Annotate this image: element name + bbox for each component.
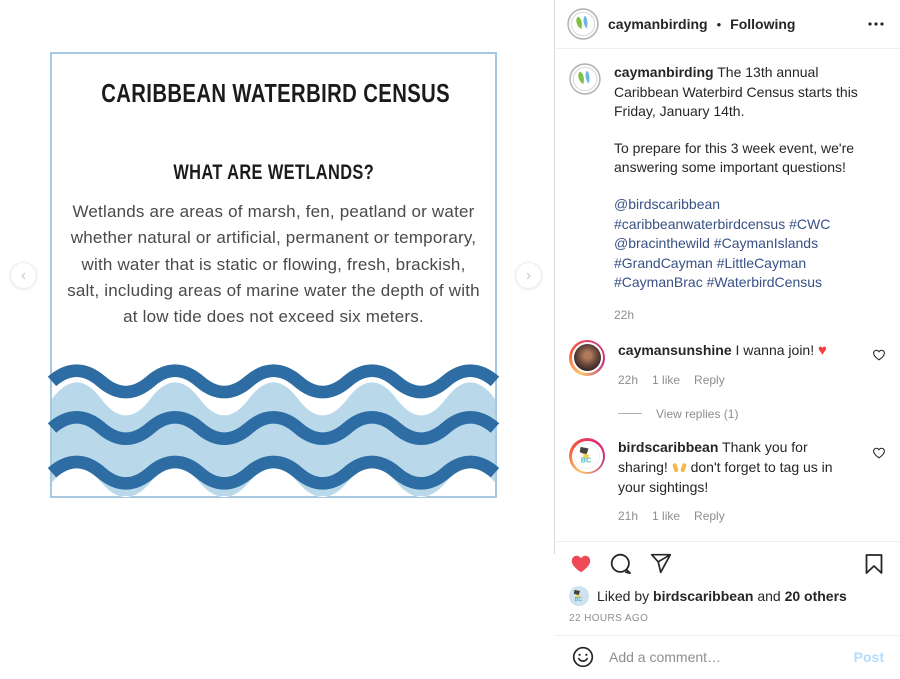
chevron-left-icon: ‹ — [20, 266, 27, 284]
comment-timestamp: 22h — [618, 372, 639, 387]
carousel-previous-button[interactable] — [10, 262, 37, 289]
three-dots-icon — [864, 12, 888, 36]
comments-scroll-area[interactable] — [555, 49, 900, 541]
chevron-right-icon: › — [525, 266, 532, 284]
comment-reply-button[interactable]: Reply — [694, 372, 725, 387]
heart-outline-icon — [872, 446, 886, 460]
caymanbirding-avatar[interactable] — [567, 8, 599, 40]
birdscaribbean-avatar[interactable] — [569, 438, 605, 474]
comment-content — [618, 438, 859, 525]
raised-hands-emoji — [672, 460, 687, 474]
share-button[interactable] — [649, 552, 673, 576]
post-details-pane — [555, 0, 900, 666]
svg-text:BC: BC — [574, 596, 582, 603]
paper-plane-icon — [649, 552, 673, 576]
caption-username[interactable]: caymanbirding — [614, 64, 714, 80]
poster-subtitle: WHAT ARE WETLANDS? — [173, 161, 374, 184]
comment-content — [618, 340, 859, 423]
save-button[interactable] — [862, 552, 886, 576]
liked-by-row — [569, 586, 886, 606]
action-icons-row — [569, 552, 886, 576]
carousel-next-button[interactable] — [515, 262, 542, 289]
red-heart-emoji: ♥ — [818, 341, 827, 359]
waves-graphic — [52, 360, 495, 496]
poster-title: CARIBBEAN WATERBIRD CENSUS — [101, 78, 451, 108]
bookmark-icon — [862, 552, 886, 576]
caption-timestamp: 22h — [614, 307, 635, 322]
emoji-picker-button[interactable] — [571, 645, 595, 669]
poster-body-text: Wetlands are areas of marsh, fen, peatland or water whether natural or artificial, permanent or temporary, with water that is static or flowing, fresh, brackish, salt, including areas of marine water the depth of with at low tide does not exceed six meters. — [67, 202, 480, 327]
comment-text: I wanna join! — [735, 341, 815, 358]
comment-like-button[interactable] — [872, 446, 886, 465]
comment-timestamp: 21h — [618, 509, 639, 524]
comment-composer — [555, 635, 900, 679]
comment-likes[interactable]: 1 like — [652, 372, 681, 387]
following-button[interactable]: Following — [730, 16, 796, 32]
replies-divider-line — [618, 413, 642, 414]
birdscaribbean-logo — [569, 586, 589, 606]
waterbird-census-poster-image — [50, 52, 497, 498]
comment-meta — [618, 372, 859, 389]
liked-by-connector: and — [757, 587, 781, 604]
comment-row — [569, 340, 886, 423]
comment-username[interactable]: birdscaribbean — [618, 439, 719, 456]
comment-row — [569, 438, 886, 525]
comment-username[interactable]: caymansunshine — [618, 341, 732, 358]
view-replies-label: View replies (1) — [656, 406, 739, 421]
comment-text: Thank you for sharing! — [618, 439, 808, 475]
view-replies-button[interactable] — [618, 406, 859, 423]
svg-text:BC: BC — [580, 457, 592, 465]
post-comment-button[interactable]: Post — [853, 649, 884, 666]
header-dot-separator: • — [716, 16, 722, 32]
avatar-photo — [574, 344, 601, 371]
liked-by-username[interactable]: birdscaribbean — [653, 587, 754, 604]
caption-paragraph-1: The 13th annual Caribbean Waterbird Census starts this Friday, January 14th. — [614, 64, 858, 120]
post-actions-section — [555, 541, 900, 635]
post-age-label: 22 HOURS AGO — [569, 612, 649, 624]
comment-likes[interactable]: 1 like — [652, 509, 681, 524]
comment-like-button[interactable] — [872, 348, 886, 367]
caymansunshine-avatar[interactable] — [569, 340, 605, 376]
liked-by-text — [597, 588, 847, 604]
heart-filled-icon — [569, 552, 593, 576]
post-author-username[interactable]: caymanbirding — [608, 16, 708, 32]
comment-button[interactable] — [609, 552, 633, 576]
liker-avatar[interactable] — [569, 586, 589, 606]
smiley-icon — [571, 645, 595, 669]
caption-paragraph-2: To prepare for this 3 week event, we're answering some important questions! — [614, 139, 855, 176]
heart-outline-icon — [872, 348, 886, 362]
comment-bubble-icon — [609, 552, 633, 576]
caymanbirding-avatar[interactable] — [569, 63, 601, 95]
caption-text — [614, 63, 886, 324]
caption-hashtags[interactable]: @birdscaribbean #caribbeanwaterbirdcensus #CWC @bracinthewild #CaymanIslands #GrandCayman #LittleCayman #CaymanBrac #WaterbirdCensus — [614, 195, 831, 291]
comment-meta — [618, 508, 859, 525]
more-options-button[interactable] — [864, 12, 888, 36]
liked-by-prefix: Liked by — [597, 587, 650, 604]
caption-block — [569, 63, 886, 324]
comment-reply-button[interactable]: Reply — [694, 509, 725, 524]
comment-text: don't forget to tag us in your sightings! — [618, 458, 833, 495]
unlike-button[interactable] — [569, 552, 593, 576]
post-header — [555, 0, 900, 49]
liked-by-others[interactable]: 20 others — [784, 587, 847, 604]
birdscaribbean-logo — [573, 442, 601, 470]
add-comment-input[interactable] — [607, 648, 842, 666]
